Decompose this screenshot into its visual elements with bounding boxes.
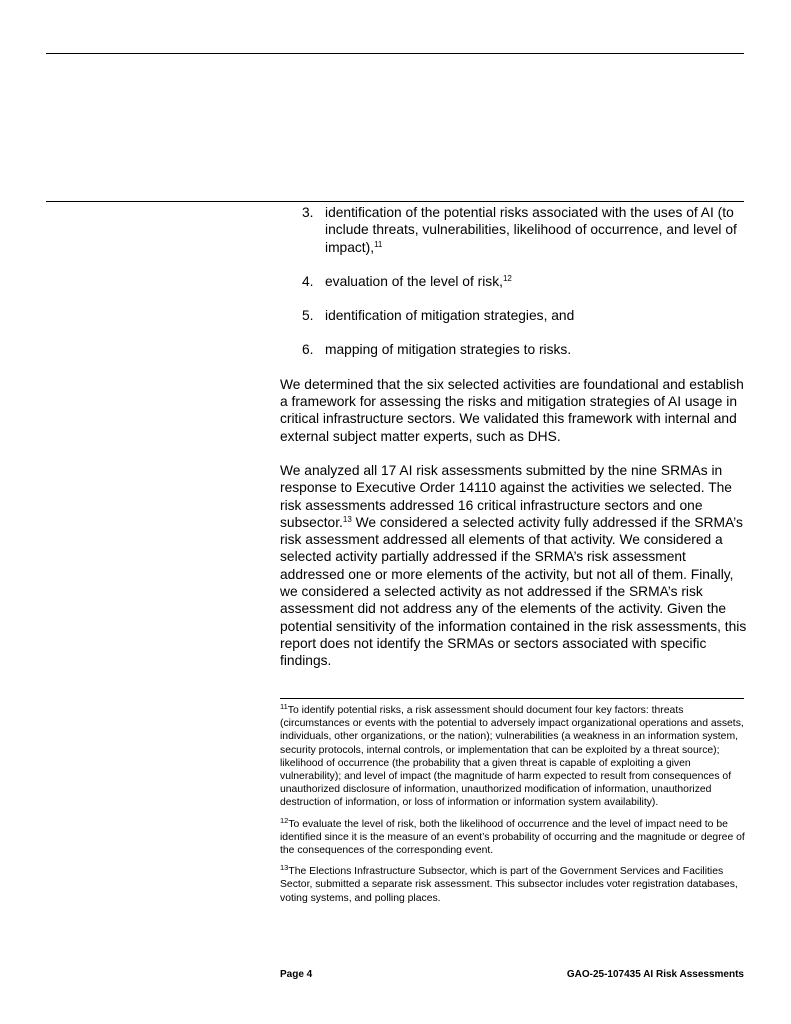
list-item-text: identification of mitigation strategies, and: [325, 308, 575, 324]
list-item-text: identification of the potential risks associated with the uses of AI (to include threats, vulnerabilities, likelihood of occurrence, and level of impact),: [325, 205, 737, 255]
footnote-rule: [280, 698, 744, 699]
list-item: [280, 307, 748, 324]
activity-list: [280, 204, 748, 359]
paragraph-framework: We determined that the six selected activities are foundational and establish a framework for assessing the risks and mitigation strategies of AI usage in critical infrastructure sectors. We validated this framework with internal and external subject matter experts, such as DHS.: [280, 376, 744, 444]
list-item-number: 5.: [302, 308, 314, 324]
footnote: [280, 815, 748, 858]
header-rule-top: [46, 53, 744, 54]
footnote-ref: 12: [502, 273, 512, 283]
paragraph-text: We considered a selected activity fully addressed if the SRMA’s risk assessment addressed all elements of that activity. We considered a selected activity partially addressed if the SRMA’s risk assessment addressed one or more elements of the activity, but not all of them. Finally, we considered a selected activity as not addressed if the SRMA’s risk assessment did not address any of the elements of the activity. Given the potential sensitivity of the information contained in the risk assessments, this report does not identify the SRMAs or sectors associated with specific findings.: [280, 514, 747, 669]
paragraph-analysis: [280, 462, 748, 670]
list-item-text: mapping of mitigation strategies to risks.: [325, 342, 572, 358]
header-rule-bottom: [46, 201, 744, 202]
main-content: [280, 204, 748, 687]
footnote-ref: 13: [342, 514, 352, 524]
footnotes: [280, 704, 748, 913]
footnote-text: To identify potential risks, a risk assessment should document four key factors: threats (circumstances or events with the potential to adversely impact organizational operations and assets, individuals, other organizations, or the nation); vulnerabilities (a weakness in an information system, security protocols, internal controls, or implementation that can be exploited by a threat source); likelihood of occurrence (the probability that a given threat is capable of exploiting a given vulnerability); and level of impact (the magnitude of harm expected to result from consequences of unauthorized disclosure of information, unauthorized modification of information, unauthorized destruction of information, or loss of information or information system availability).: [280, 705, 744, 809]
footnote-number: 12: [280, 815, 289, 825]
page-footer: [280, 969, 744, 980]
footnote-text: The Elections Infrastructure Subsector, which is part of the Government Services and Facilities Sector, submitted a separate risk assessment. This subsector includes voter registration databases, voting systems, and polling places.: [280, 866, 738, 904]
footnote: [280, 865, 748, 905]
footnote: [280, 704, 748, 810]
list-item-text: evaluation of the level of risk,: [325, 273, 503, 289]
report-title: GAO-25-107435 AI Risk Assessments: [566, 969, 744, 980]
list-item: [280, 273, 748, 290]
list-item-number: 4.: [302, 273, 314, 289]
list-item: [280, 341, 748, 358]
list-item-number: 6.: [302, 342, 314, 358]
footnote-number: 11: [280, 702, 288, 711]
paragraph-text: We analyzed all 17 AI risk assessments submitted by the nine SRMAs in response to Executive Order 14110 against the activities we selected. The risk assessments addressed 16 critical infrastructure sectors and one subsector.: [280, 462, 732, 530]
footnote-ref: 11: [374, 239, 383, 249]
footnote-number: 13: [280, 863, 289, 873]
page-number: Page 4: [280, 969, 313, 980]
list-item-number: 3.: [302, 205, 314, 220]
footnote-text: To evaluate the level of risk, both the likelihood of occurrence and the level of impact need to be identified since it is the measure of an event’s probability of occurring and the magnitude or degree of the consequences of the corresponding event.: [280, 818, 745, 857]
list-item: [280, 204, 748, 256]
